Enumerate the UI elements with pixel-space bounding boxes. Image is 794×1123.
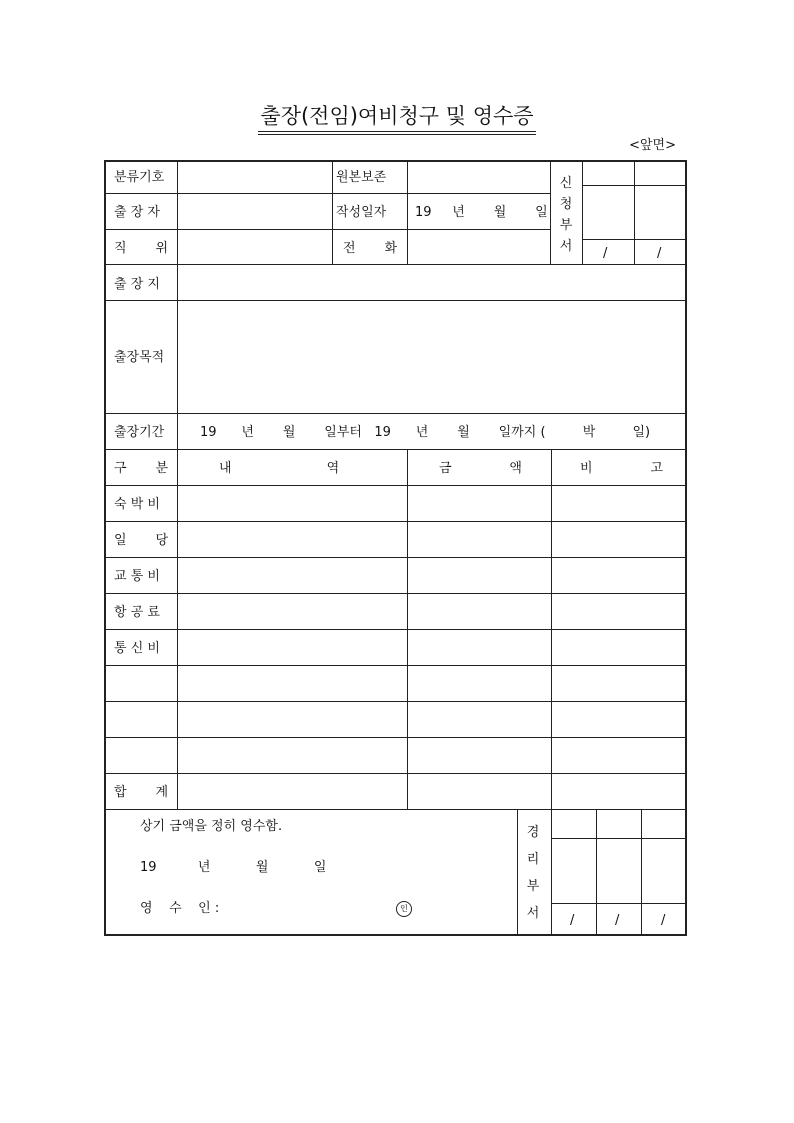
rule <box>106 485 685 486</box>
applicant-dept-char: 신 <box>559 176 573 191</box>
rule <box>106 193 550 194</box>
rule <box>106 737 685 738</box>
rule <box>551 809 552 936</box>
receipt-date: 19 년 월 일 <box>140 860 327 875</box>
applicant-approval-mark: / <box>657 246 662 261</box>
rule <box>106 593 685 594</box>
accounting-dept-char: 부 <box>526 879 540 894</box>
rule <box>106 264 685 265</box>
total-label: 합 계 <box>114 785 169 800</box>
accounting-dept-char: 서 <box>526 906 540 921</box>
applicant-dept-char: 부 <box>559 218 573 233</box>
period-label: 출장기간 <box>114 425 165 440</box>
accounting-dept-char: 리 <box>526 852 540 867</box>
rule <box>517 809 518 936</box>
expense-row-label: 교 통 비 <box>114 569 160 584</box>
rule <box>551 838 685 839</box>
rule <box>177 162 178 809</box>
date-written-value: 19 년 월 일 <box>415 205 548 220</box>
rule <box>550 162 551 264</box>
destination-label: 출 장 지 <box>114 277 160 292</box>
traveler-label: 출 장 자 <box>114 205 160 220</box>
rule <box>596 809 597 936</box>
rule <box>106 557 685 558</box>
accounting-approval-mark: / <box>570 913 575 928</box>
page-side-label: <앞면> <box>629 138 676 153</box>
accounting-dept-char: 경 <box>526 825 540 840</box>
rule <box>106 809 685 810</box>
expense-claim-form <box>104 160 687 936</box>
rule <box>551 449 552 809</box>
rule <box>106 521 685 522</box>
seal-mark <box>396 900 412 917</box>
rule <box>106 300 685 301</box>
rule <box>106 701 685 702</box>
rule <box>106 229 550 230</box>
rule <box>407 162 408 264</box>
receipt-statement: 상기 금액을 정히 영수함. <box>140 819 283 834</box>
rule <box>582 162 583 264</box>
seal-icon: 인 <box>396 901 412 917</box>
rule <box>634 162 635 264</box>
rule <box>407 449 408 809</box>
document-title-wrap <box>0 103 794 135</box>
position-label: 직 위 <box>114 241 169 256</box>
rule <box>106 773 685 774</box>
document-title: 출장(전임)여비청구 및 영수증 <box>258 103 535 135</box>
applicant-dept-char: 서 <box>559 239 573 254</box>
period-value: 19 년 월 일부터 19 년 월 일까지 ( 박 일) <box>200 425 651 440</box>
classification-label: 분류기호 <box>114 170 165 185</box>
accounting-approval-mark: / <box>615 913 620 928</box>
applicant-dept-char: 청 <box>559 197 573 212</box>
purpose-label: 출장목적 <box>114 350 165 365</box>
category-header: 구 분 <box>114 461 169 476</box>
details-header: 내 역 <box>219 461 340 476</box>
applicant-approval-mark: / <box>603 246 608 261</box>
rule <box>641 809 642 936</box>
rule <box>106 629 685 630</box>
remarks-header: 비 고 <box>580 461 663 476</box>
rule <box>106 665 685 666</box>
accounting-approval-mark: / <box>661 913 666 928</box>
rule <box>106 449 685 450</box>
rule <box>332 162 333 264</box>
expense-row-label: 일 당 <box>114 533 169 548</box>
rule <box>551 903 685 904</box>
expense-row-label: 통 신 비 <box>114 641 160 656</box>
phone-label: 전 화 <box>343 241 398 256</box>
amount-header: 금 액 <box>439 461 522 476</box>
retention-label: 원본보존 <box>336 170 387 185</box>
receiver-label: 영 수 인 : <box>140 901 220 916</box>
rule <box>106 413 685 414</box>
date-written-label: 작성일자 <box>336 205 387 220</box>
expense-row-label: 항 공 료 <box>114 605 160 620</box>
expense-row-label: 숙 박 비 <box>114 497 160 512</box>
